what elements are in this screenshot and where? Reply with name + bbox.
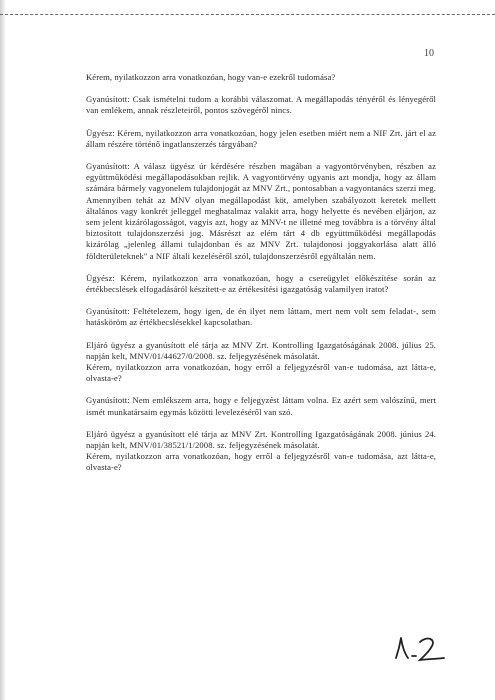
handwritten-signature (390, 628, 450, 668)
suspect-answer-paragraph: Gyanúsított: Feltételezem, hogy igen, de én ilyet nem láttam, mert nem volt sem feladat-, sem hatásköröm az értékbecslésekkel kapcsolatban. (86, 306, 436, 328)
exhibit-question-paragraph: Kérem, nyilatkozzon arra vonatkozóan, hogy erről a feljegyzésről van-e tudomása, azt látta-e, olvasta-e? (86, 451, 436, 473)
suspect-answer-paragraph: Gyanúsított: A válasz ügyész úr kérdésére részben magában a vagyontörvényben, részben az együttműködési megállapodásokban rejlik. A vagyontörvény ugyanis azt mondja, hogy az állam számára bármely vagyonelem tulajdonjogát az MNV Zrt., pontosabban a vagyontanács szerzi meg. Amennyiben tehát az MNV olyan megállapodást köt, amelyben szabályozott keretek mellett általános vagy konkrét jelleggel meghatalmaz valakit arra, hogy helyette és nevében eljárjon, az sem jelent kizárólagosságot, vagyis azt, hogy az MNV-t ne illetné meg továbbra is a törvény által biztosított tulajdonszerzési jog. Másrészt az elém tárt 4 db együttműködési megállapodás kizárólag „jelenleg állami tulajdonban és az MNV Zrt. tulajdonosi joggyakorlása alatt álló földterületeknek" a NIF általi kezeléséről szól, tulajdonszerzésről egyáltalán nem. (86, 161, 436, 261)
exhibit-question-paragraph: Kérem, nyilatkozzon arra vonatkozóan, hogy erről a feljegyzésről van-e tudomása, azt látta-e, olvasta-e? (86, 362, 436, 384)
top-dashed-rule (0, 14, 495, 15)
exhibit-intro-paragraph: Eljáró ügyész a gyanúsított elé tárja az MNV Zrt. Kontrolling Igazgatóságának 2008. július 25. napján kelt, MNV/01/44627/0/2008. sz. feljegyzésének másolatát. (86, 339, 436, 361)
suspect-answer-paragraph: Gyanúsított: Csak ismételni tudom a korábbi válaszomat. A megállapodás tényéről és lényegéről van emlékem, annak részleteiről, pontos szövegéről nincs. (86, 94, 436, 116)
prosecutor-question-paragraph: Ügyész: Kérem, nyilatkozzon arra vonatkozóan, hogy jelen esetben miért nem a NIF Zrt. járt el az állam részére történő ingatlanszerzés tárgyában? (86, 127, 436, 149)
exhibit-intro-paragraph: Eljáró ügyész a gyanúsított elé tárja az MNV Zrt. Kontrolling Igazgatóságának 2008. június 24. napján kelt, MNV/01/38521/1/2008. sz. feljegyzésének másolatát. (86, 428, 436, 451)
scan-edge-shadow (0, 0, 6, 700)
prosecutor-question-paragraph: Ügyész: Kérem, nyilatkozzon arra vonatkozóan, hogy a csereügylet előkészítése során az értékbecslések elfogadásáról készített-e az értékesítési igazgatóság valamilyen iratot? (86, 272, 436, 295)
question-paragraph: Kérem, nyilatkozzon arra vonatkozóan, hogy van-e ezekről tudomása? (86, 72, 336, 82)
page-number: 10 (424, 48, 434, 59)
document-body (86, 72, 436, 485)
suspect-answer-paragraph: Gyanúsított: Nem emlékszem arra, hogy e feljegyzést láttam volna. Ez azért sem valószínű, mert ismét munkatársaim egymás közötti levelezéséről van szó. (86, 395, 436, 417)
